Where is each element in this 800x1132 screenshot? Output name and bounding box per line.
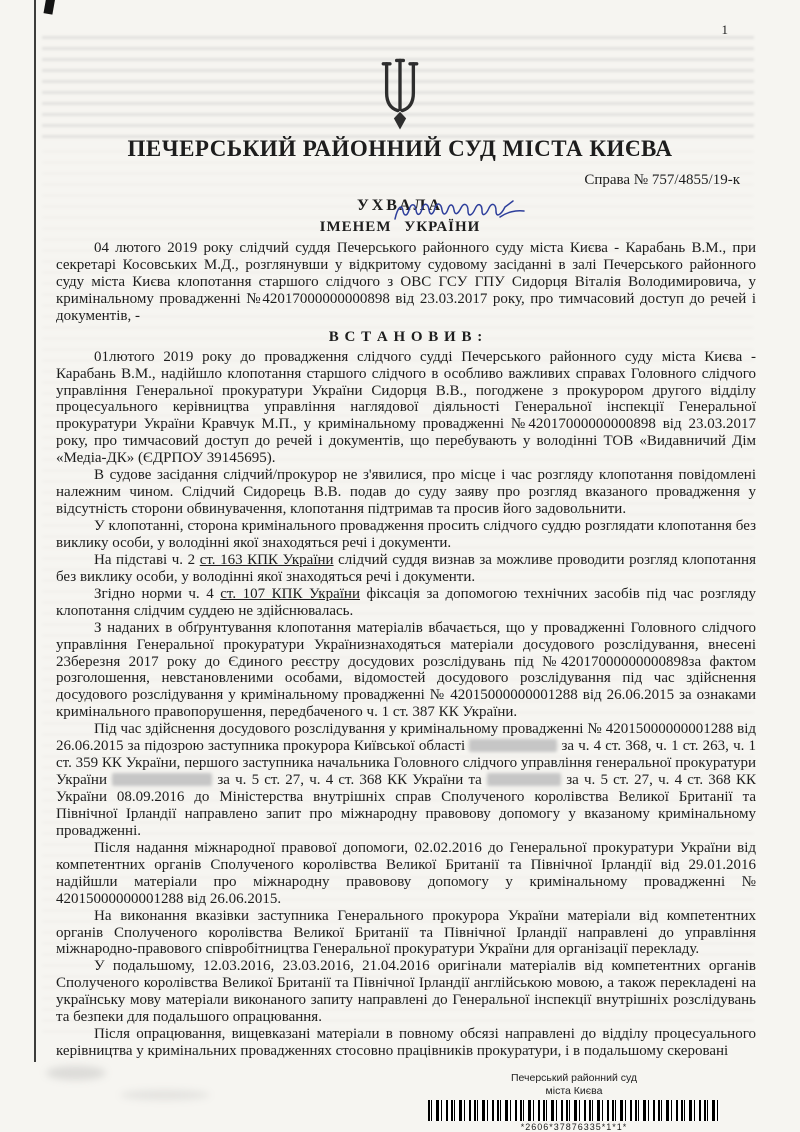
body-paragraph — [56, 349, 756, 468]
text-run: У клопотанні, сторона кримінального провадження просить слідчого суддю розглядати клопотання без виклику особи, у володінні якої знаходяться речі і документи. — [56, 518, 756, 551]
redacted-name-blur — [469, 739, 557, 752]
body-paragraph — [56, 840, 756, 908]
scan-smudge — [120, 1090, 210, 1100]
text-run: 01лютого 2019 року до провадження слідчого судді Печерського районного суду міста Києва - Карабань В.М., надійшло клопотання старшого слідчого в особливо важливих справах Головного слідчого управління Генеральної прокуратури України Сидорця В.В., погоджене з прокурором другого відділу процесуального керівництва управління наглядової діяльності Генеральної інспекції Генеральної прокуратури України Кравчук М.П., у кримінальному провадженні №42017000000000898 від 23.03.2017 року, про тимчасовий доступ до речей і документів, що перебувають у володінні ТОВ «Видавничий Дім «Медіа-ДК» (ЄДРПОУ 39145695). — [56, 348, 756, 467]
ukraine-trident-emblem-icon — [372, 56, 428, 139]
resolution-heading: В С Т А Н О В И В : — [328, 328, 484, 345]
barcode-caption: *2606*37876335*1*1* — [520, 1122, 628, 1132]
text-run: Згідно норми ч. 4 — [94, 585, 221, 602]
redacted-name-blur — [112, 773, 212, 786]
text-run: фіксація за допомогою технічних засобів під час розгляду клопотання слідчим суддею не здійснювалась. — [56, 585, 757, 619]
text-run: З наданих в обґрунтування клопотання матеріалів вбачається, що у провадженні Головного слідчого управління Генеральної прокуратури Українизнаходяться матеріали досудового розслідування, внесені 23березня 2017 року до Єдиного реєстру досудових розслідувань під №42017000000000898за фактом розголошення, невстановленими особами, відомостей досудового розслідування під час здійснення досудового розслідування у кримінальному провадженні № 42015000000001288 від 26.06.2015 за ознаками кримінального правопорушення, передбаченого ч. 1 ст. 387 КК України. — [56, 619, 756, 721]
court-name-title: ПЕЧЕРСЬКИЙ РАЙОННИЙ СУД МІСТА КИЄВА — [127, 136, 673, 161]
text-run: Після надання міжнародної правової допомоги, 02.02.2016 до Генеральної прокуратури України від компетентних органів Сполученого королівства Великої Британії та Північної Ірландії від 29.01.2016 надійшли матеріали про міжнародну правовову допомогу у кримінальному провадженні № 42015000000001288 від 26.06.2015. — [56, 839, 756, 907]
body-paragraph — [56, 721, 756, 840]
body-paragraph — [56, 908, 756, 959]
scan-mark — [44, 0, 56, 15]
body-paragraph — [56, 518, 756, 552]
document-subtitle: ІМЕНЕМ УКРАЇНИ — [319, 219, 481, 235]
text-run: за ч. 5 ст. 27, ч. 4 ст. 368 КК України та — [212, 772, 488, 789]
text-run: Під час здійснення досудового розслідування у кримінальному провадженні № 42015000000001288 від 26.06.2015 за підозрою заступника прокурора Київської області — [56, 721, 756, 755]
body-paragraph — [56, 467, 756, 518]
stamp-court-city: міста Києва — [545, 1084, 603, 1097]
underlined-citation: ст. 107 КПК України — [220, 585, 360, 602]
text-run: На підставі ч. 2 — [94, 551, 200, 568]
body-paragraph — [56, 552, 756, 586]
paragraphs-container — [56, 349, 756, 1060]
barcode — [428, 1100, 720, 1121]
intro-paragraph: 04 лютого 2019 року слідчий суддя Печерського районного суду міста Києва - Карабань В.М., при секретарі Косовських М.Д., розглянувши у відкритому судовому засіданні в залі Печерського районного суду міста Києва клопотання старшого слідчого з ОВС ГСУ ГПУ Сидорця Віталія Володимировича, у кримінальному провадженні №42017000000000898 від 23.03.2017 року, про тимчасовий доступ до речей і документів, - — [56, 240, 756, 324]
body-paragraph — [56, 958, 756, 1026]
stamp-court-name: Печерський районний суд — [510, 1071, 638, 1084]
document-title: УХВАЛА — [357, 197, 443, 214]
text-run: Після опрацювання, вищевказані матеріали в повному обсязі направлені до відділу процесуального керівництва у кримінальних провадженнях стосовно працівників прокуратури, і в подальшому скеровані — [56, 1026, 756, 1060]
redacted-name-blur — [487, 773, 561, 786]
text-run: У подальшому, 12.03.2016, 23.03.2016, 21.04.2016 оригінали матеріалів від компетентних органів Сполученого королівства Великої Британії та Північної Ірландії англійською мовою, а також перекладені на українську мову матеріали виконаного запиту направлені до Генеральної інспекції внутрішніх розслідувань та безпеки для подальшого опрацювання. — [56, 958, 756, 1026]
handwritten-signature — [392, 194, 527, 233]
body-paragraph — [56, 620, 756, 722]
document-body — [56, 240, 756, 1060]
underlined-citation: ст. 163 КПК України — [199, 551, 334, 568]
page-number: 1 — [721, 22, 728, 37]
text-run: слідчий суддя визнав за можливе проводити розгляд клопотання без виклику особи, у володінні якої знаходяться речі і документи. — [56, 551, 756, 585]
case-number: Справа № 757/4855/19-к — [584, 172, 740, 188]
court-stamp-block — [424, 1072, 724, 1132]
text-run: за ч. 4 ст. 368, ч. 1 ст. 263, ч. 1 ст. 359 КК України, першого заступника начальника Головного слідчого управління генеральної прокуратури України — [56, 738, 756, 789]
text-run: за ч. 5 ст. 27, ч. 4 ст. 368 КК України 08.09.2016 до Міністерства внутрішніх справ Сполученого королівства Великої Британії та Північної Ірландії направлено запит про міжнародну правовову допомогу у вказаному кримінальному провадженні. — [56, 772, 756, 839]
text-run: На виконання вказівки заступника Генерального прокурора України матеріали від компетентних органів Сполученого королівства Великої Британії та Північної Ірландії направлені до управління міжнародно-правового співробітництва Генеральної прокуратури України для організації перекладу. — [56, 907, 756, 958]
scan-smudge — [46, 1066, 106, 1080]
text-run: В судове засідання слідчий/прокурор не з'явилися, про місце і час розгляду клопотання повідомлені належним чином. Слідчий Сидорець В.В. подав до суду заяву про розгляд вказаного провадження у відсутність сторони обвинувачення, клопотання підтримав та просив його задовольнити. — [56, 467, 756, 518]
body-paragraph — [56, 1026, 756, 1060]
body-paragraph — [56, 586, 756, 620]
